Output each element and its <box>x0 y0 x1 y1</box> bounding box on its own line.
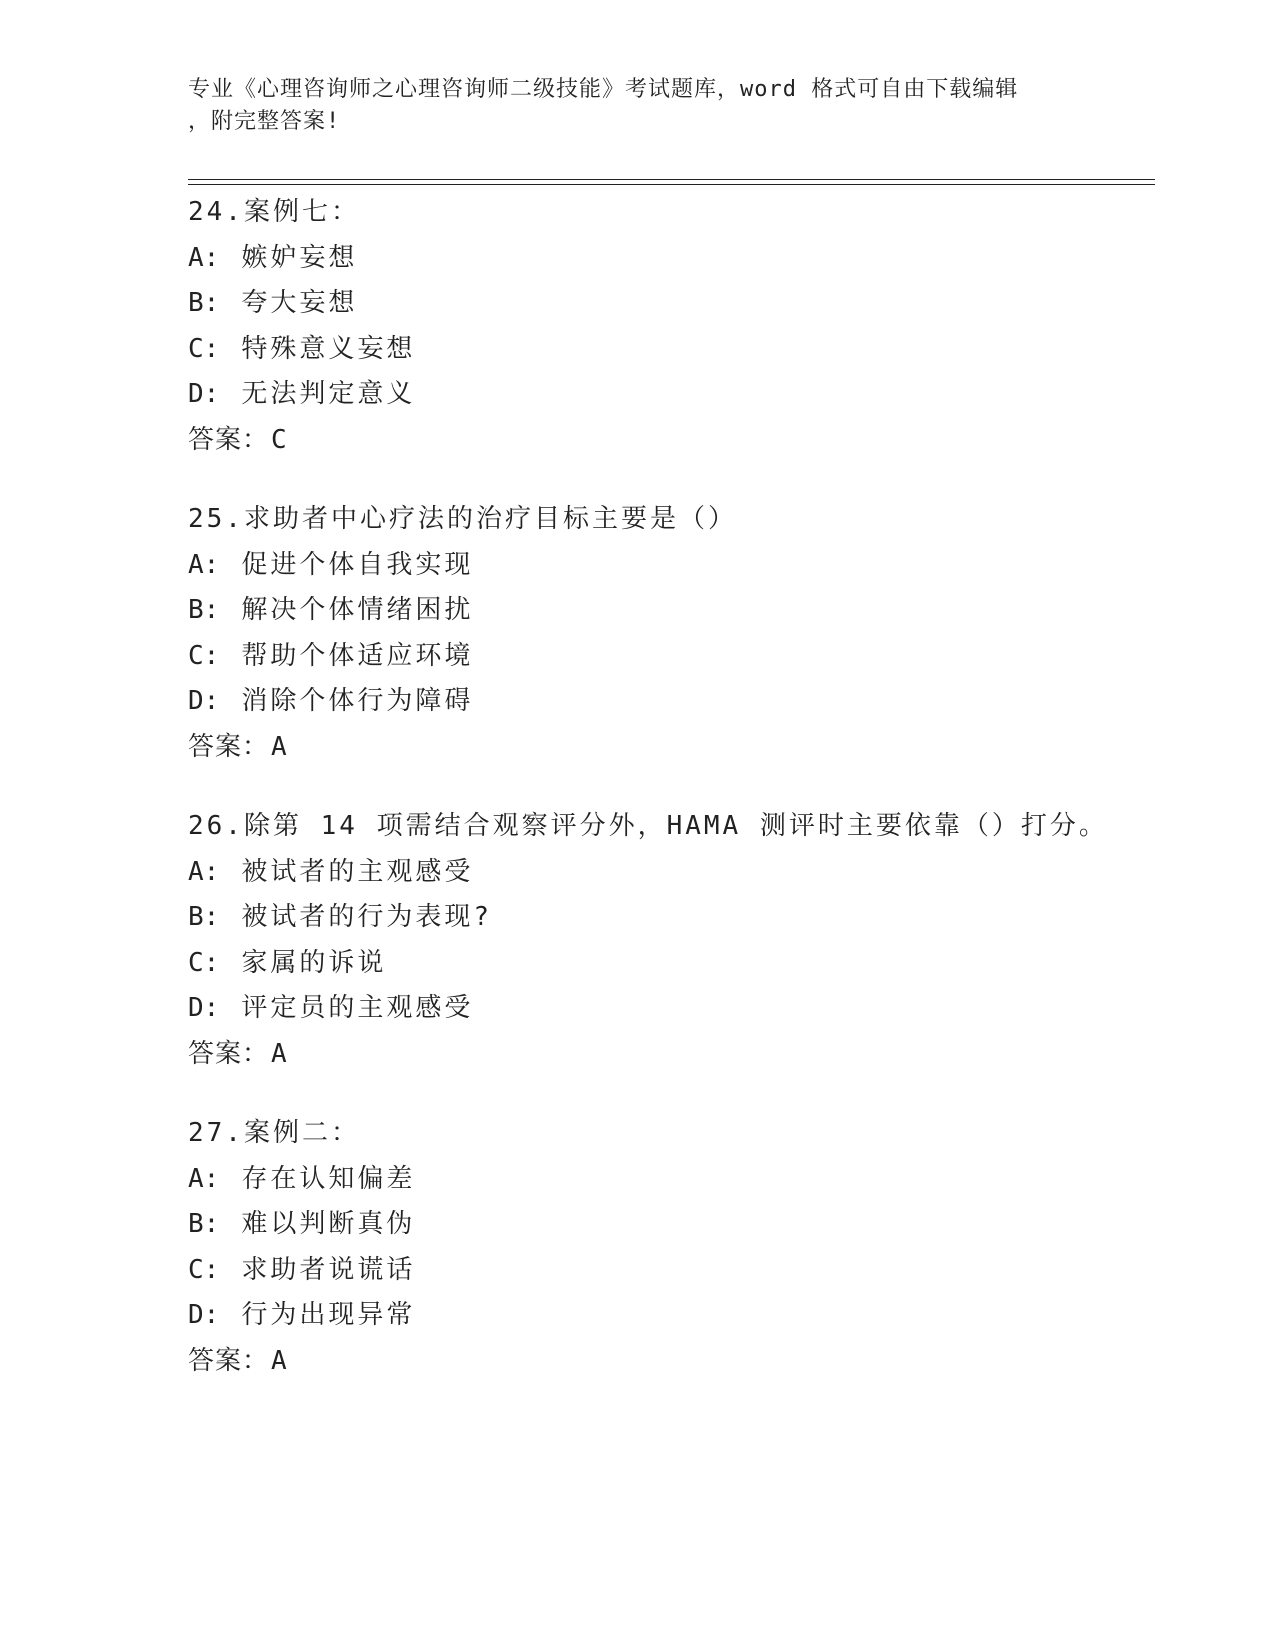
question-stem <box>188 497 1148 543</box>
option-letter: C: <box>188 947 220 978</box>
option-c <box>188 941 1148 987</box>
option-a <box>188 236 1148 282</box>
question-text: 案例七： <box>243 197 360 227</box>
option-letter: C: <box>188 640 220 671</box>
header-line-1: 专业《心理咨询师之心理咨询师二级技能》考试题库，word 格式可自由下载编辑 <box>188 77 1019 102</box>
option-text: 解决个体情绪困扰 <box>241 595 474 625</box>
option-b <box>188 1202 1148 1248</box>
option-d <box>188 1293 1148 1339</box>
answer-label: 答案： <box>188 1038 270 1069</box>
answer-line <box>188 725 1148 771</box>
option-letter: C: <box>188 333 220 364</box>
question-number: 26. <box>188 811 244 841</box>
option-letter: B: <box>188 595 220 625</box>
option-a <box>188 543 1148 589</box>
option-letter: D: <box>188 379 220 409</box>
option-text: 评定员的主观感受 <box>241 993 474 1023</box>
answer-value: A <box>271 1038 288 1069</box>
option-letter: A: <box>188 549 220 580</box>
option-letter: B: <box>188 288 220 318</box>
option-text: 特殊意义妄想 <box>241 333 416 364</box>
option-text: 难以判断真伪 <box>241 1209 416 1239</box>
answer-line <box>188 1032 1148 1078</box>
question-number: 27. <box>188 1118 244 1148</box>
question-stem <box>188 190 1148 236</box>
option-b <box>188 588 1148 634</box>
question-item <box>188 1111 1148 1384</box>
answer-value: A <box>271 1345 288 1376</box>
option-a <box>188 850 1148 896</box>
answer-label: 答案： <box>188 1345 270 1376</box>
question-item <box>188 804 1148 1077</box>
option-letter: D: <box>188 686 220 716</box>
question-text: 求助者中心疗法的治疗目标主要是（） <box>243 504 737 534</box>
option-b <box>188 895 1148 941</box>
option-letter: D: <box>188 1300 220 1330</box>
option-c <box>188 634 1148 680</box>
option-text: 被试者的行为表现? <box>241 902 492 932</box>
option-c <box>188 327 1148 373</box>
option-text: 促进个体自我实现 <box>241 549 474 580</box>
option-letter: A: <box>188 856 220 887</box>
header-divider-bottom <box>188 184 1155 185</box>
option-d <box>188 679 1148 725</box>
answer-label: 答案： <box>188 731 270 762</box>
option-text: 行为出现异常 <box>241 1300 416 1330</box>
question-number: 24. <box>188 197 244 227</box>
option-d <box>188 372 1148 418</box>
option-text: 帮助个体适应环境 <box>241 640 474 671</box>
question-stem <box>188 804 1148 850</box>
option-text: 夸大妄想 <box>241 288 358 318</box>
answer-line <box>188 418 1148 464</box>
option-text: 无法判定意义 <box>241 379 416 409</box>
option-text: 被试者的主观感受 <box>241 856 474 887</box>
question-text: 案例二： <box>243 1118 360 1148</box>
option-text: 求助者说谎话 <box>241 1254 416 1285</box>
option-text: 存在认知偏差 <box>241 1163 416 1194</box>
answer-value: A <box>271 731 288 762</box>
answer-line <box>188 1339 1148 1385</box>
question-list <box>188 190 1148 1418</box>
option-a <box>188 1157 1148 1203</box>
option-letter: D: <box>188 993 220 1023</box>
option-letter: C: <box>188 1254 220 1285</box>
answer-label: 答案： <box>188 424 270 455</box>
option-letter: A: <box>188 1163 220 1194</box>
option-text: 家属的诉说 <box>241 947 387 978</box>
document-header <box>188 74 1088 138</box>
option-letter: B: <box>188 1209 220 1239</box>
question-item <box>188 190 1148 463</box>
header-divider-top <box>188 179 1155 180</box>
answer-value: C <box>271 424 288 455</box>
option-text: 消除个体行为障碍 <box>241 686 474 716</box>
question-stem <box>188 1111 1148 1157</box>
option-text: 嫉妒妄想 <box>241 242 358 273</box>
option-b <box>188 281 1148 327</box>
option-letter: A: <box>188 242 220 273</box>
question-number: 25. <box>188 504 244 534</box>
option-d <box>188 986 1148 1032</box>
option-letter: B: <box>188 902 220 932</box>
header-line-2: ，附完整答案! <box>188 109 341 134</box>
option-c <box>188 1248 1148 1294</box>
question-text: 除第 14 项需结合观察评分外，HAMA 测评时主要依靠（）打分。 <box>243 811 1108 841</box>
question-item <box>188 497 1148 770</box>
